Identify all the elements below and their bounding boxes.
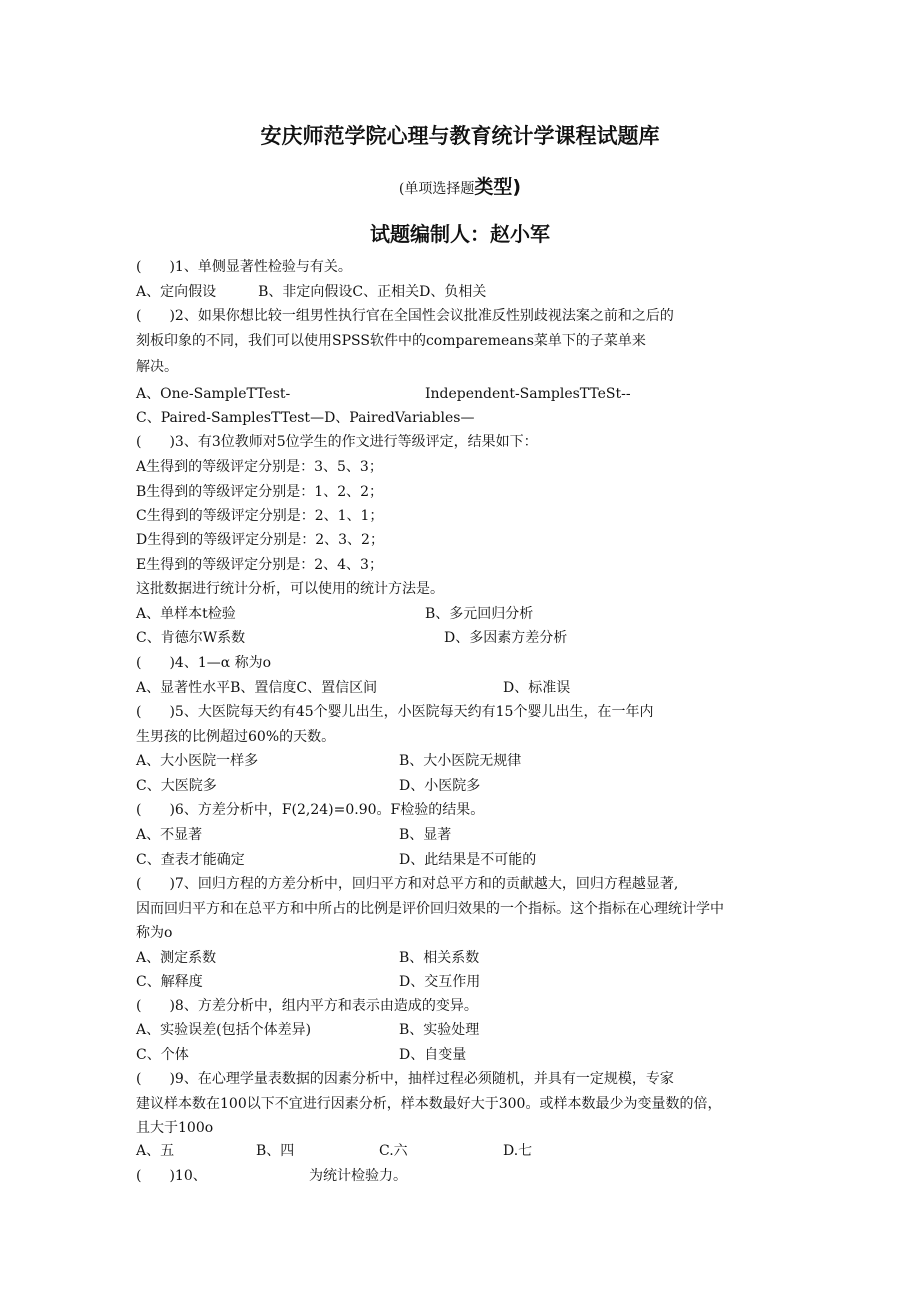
question-3-data: B生得到的等级评定分别是：1、2、2； <box>136 484 384 500</box>
option: A、单样本t检验 <box>136 606 236 622</box>
question-7-options-cd <box>136 972 481 992</box>
option: D、此结果是不可能的 <box>399 852 537 868</box>
question-8: ( )8、方差分析中，组内平方和表示由造成的变异。 <box>136 998 478 1014</box>
question-2-options-ab <box>136 384 631 404</box>
question-10 <box>136 1166 407 1186</box>
question-10-number: ( )10、 <box>136 1168 207 1184</box>
option: D、交互作用 <box>399 974 481 990</box>
question-10-text: 为统计检验力。 <box>309 1168 407 1184</box>
question-6-options-cd <box>136 850 537 870</box>
question-5-cont: 生男孩的比例超过60%的天数。 <box>136 729 336 745</box>
question-9-cont2: 且大于100o <box>136 1120 214 1136</box>
author-line: 试题编制人：赵小军 <box>370 222 550 246</box>
option: C、大医院多 <box>136 778 217 794</box>
question-3-data: C生得到的等级评定分别是：2、1、1； <box>136 508 384 524</box>
question-3-options-ab <box>136 604 534 624</box>
option: A、测定系数 <box>136 950 217 966</box>
question-4: ( )4、1—α 称为o <box>136 655 272 671</box>
question-2: ( )2、如果你想比较一组男性执行官在全国性会议批准反性别歧视法案之前和之后的 <box>136 308 674 324</box>
option: D、多因素方差分析 <box>444 630 568 646</box>
question-8-options-cd <box>136 1045 467 1065</box>
question-7-cont2: 称为o <box>136 925 173 941</box>
option: D、标准误 <box>503 680 571 696</box>
option: C、解释度 <box>136 974 203 990</box>
question-9: ( )9、在心理学量表数据的因素分析中，抽样过程必须随机，并具有一定规模，专家 <box>136 1071 674 1087</box>
option: B、多元回归分析 <box>425 606 534 622</box>
question-5-options-cd <box>136 776 481 796</box>
question-3-options-cd <box>136 628 568 648</box>
question-3-data: E生得到的等级评定分别是：2、4、3； <box>136 557 383 573</box>
option: A、不显著 <box>136 827 203 843</box>
question-3-data: A生得到的等级评定分别是：3、5、3； <box>136 459 383 475</box>
option: B、显著 <box>399 827 452 843</box>
question-9-options <box>136 1141 533 1161</box>
question-8-options-ab <box>136 1020 480 1040</box>
option: B、实验处理 <box>399 1022 480 1038</box>
question-5-options-ab <box>136 751 522 771</box>
question-2-options-cd: C、Paired-SamplesTTest—D、PairedVariables— <box>136 410 475 426</box>
subtitle-big: 类型) <box>474 176 522 198</box>
question-5: ( )5、大医院每天约有45个婴儿出生，小医院每天约有15个婴儿出生，在一年内 <box>136 704 654 720</box>
option: B、大小医院无规律 <box>399 753 522 769</box>
option: A、实验误差(包括个体差异) <box>136 1022 312 1038</box>
option: B、相关系数 <box>399 950 480 966</box>
option: C.六 <box>379 1143 408 1159</box>
option: B、四 <box>256 1143 295 1159</box>
question-2-cont: 刻板印象的不同，我们可以使用SPSS软件中的comparemeans菜单下的子菜单来 <box>136 333 646 349</box>
option: C、肯德尔W系数 <box>136 630 246 646</box>
option: D、小医院多 <box>399 778 481 794</box>
question-6-options-ab <box>136 825 452 845</box>
option: C、查表才能确定 <box>136 852 245 868</box>
option: D、自变量 <box>399 1047 467 1063</box>
option: C、个体 <box>136 1047 189 1063</box>
option: A、大小医院一样多 <box>136 753 259 769</box>
question-7-cont: 因而回归平方和在总平方和中所占的比例是评价回归效果的一个指标。这个指标在心理统计学中 <box>136 901 724 917</box>
option: Independent-SamplesTTeSt-- <box>425 386 631 402</box>
question-1: ( )1、单侧显著性检验与有关。 <box>136 259 352 275</box>
question-3-data: D生得到的等级评定分别是：2、3、2； <box>136 532 384 548</box>
question-4-options <box>136 678 571 698</box>
question-2-cont2: 解决。 <box>136 359 178 375</box>
question-6: ( )6、方差分析中，F(2,24)=0.90。F检验的结果。 <box>136 802 485 818</box>
option: A、五 <box>136 1143 175 1159</box>
option: A、显著性水平B、置信度C、置信区间 <box>136 680 378 696</box>
question-9-cont: 建议样本数在100以下不宜进行因素分析，样本数最好大于300。或样本数最少为变量数的倍， <box>136 1096 722 1112</box>
option: D.七 <box>503 1143 533 1159</box>
document-subtitle <box>0 172 920 199</box>
question-1-options: A、定向假设 B、非定向假设C、正相关D、负相关 <box>136 284 487 300</box>
document-title: 安庆师范学院心理与教育统计学课程试题库 <box>260 124 660 148</box>
question-3: ( )3、有3位教师对5位学生的作文进行等级评定，结果如下： <box>136 434 538 450</box>
option: A、One-SampleTTest- <box>136 386 291 402</box>
question-7: ( )7、回归方程的方差分析中，回归平方和对总平方和的贡献越大，回归方程越显著, <box>136 876 679 892</box>
question-7-options-ab <box>136 948 480 968</box>
question-3-cont: 这批数据进行统计分析，可以使用的统计方法是。 <box>136 581 444 597</box>
subtitle-small: (单项选择题 <box>398 181 475 197</box>
